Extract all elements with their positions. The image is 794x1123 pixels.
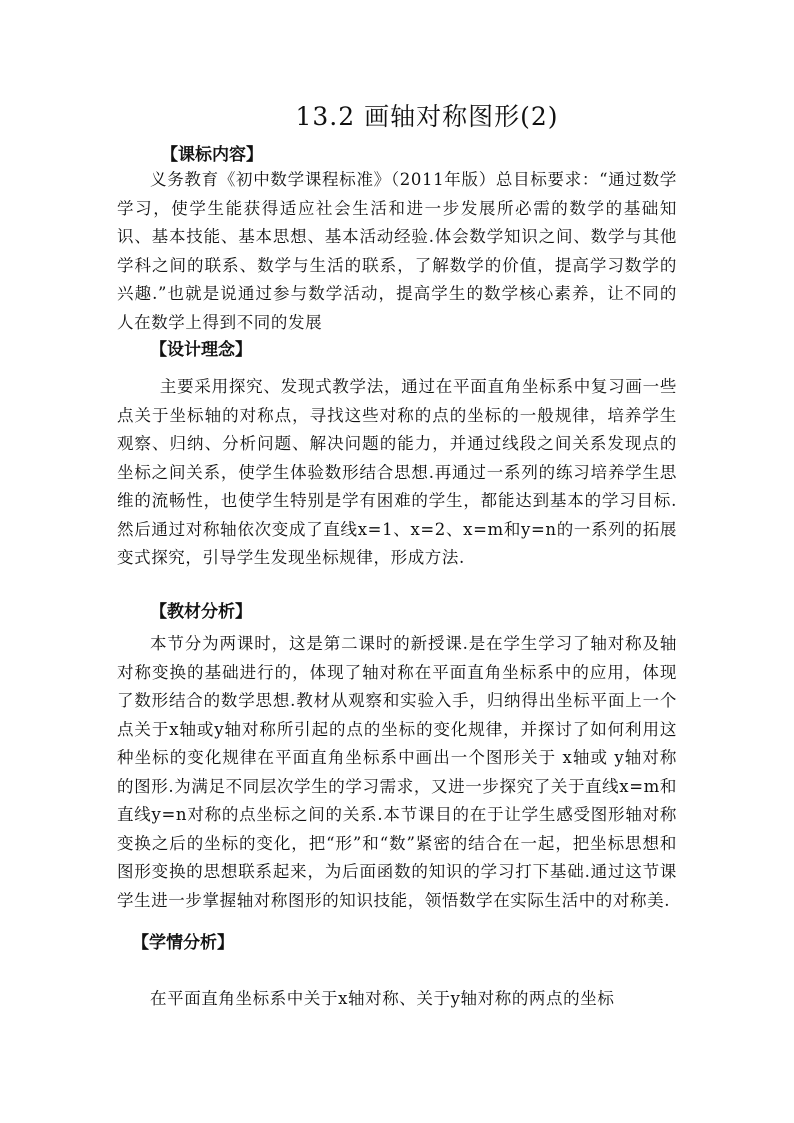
section-paragraph-textbook-analysis: 本节分为两课时，这是第二课时的新授课.是在学生学习了轴对称及轴对称变换的基础进行的，体现了轴对称在平面直角坐标系中的应用，体现了数形结合的数学思想.教材从观察和实验入手，归纳得出坐标平面上一个点关于x轴或y轴对称所引起的点的坐标的变化规律，并探讨了如何利用这种坐标的变化规律在平面直角坐标系中画出一个图形关于 x轴或 y轴对称的图形.为满足不同层次学生的学习需求，又进一步探究了关于直线x=m和直线y=n对称的点坐标之间的关系.本节课目的在于让学生感受图形轴对称变换之后的坐标的变化，把“形”和“数”紧密的结合在一起，把坐标思想和图形变换的思想联系起来，为后面函数的知识的学习打下基础.通过这节课学生进一步掌握轴对称图形的知识技能，领悟数学在实际生活中的对称美. bbox=[117, 634, 677, 910]
section-paragraph-design-concept: 主要采用探究、发现式教学法，通过在平面直角坐标系中复习画一些点关于坐标轴的对称点，寻找这些对称的点的坐标的一般规律，培养学生观察、归纳、分析问题、解决问题的能力，并通过线段之间关系发现点的坐标之间关系，使学生体验数形结合思想.再通过一系列的练习培养学生思维的流畅性，也使学生特别是学有困难的学生，都能达到基本的学习目标.然后通过对称轴依次变成了直线x=1、x=2、x=m和y=n的一系列的拓展变式探究，引导学生发现坐标规律，形成方法. bbox=[117, 377, 677, 567]
section-heading-learner-analysis: 【学情分析】 bbox=[132, 933, 234, 953]
section-heading-design-concept: 【设计理念】 bbox=[150, 340, 252, 360]
section-heading-curriculum: 【课标内容】 bbox=[161, 145, 263, 165]
section-paragraph-curriculum: 义务教育《初中数学课程标准》（2011年版）总目标要求：“通过数学学习，使学生能获得适应社会生活和进一步发展所必需的数学的基础知识、基本技能、基本思想、基本活动经验.体会数学知识之间、数学与其他学科之间的联系、数学与生活的联系，了解数学的价值，提高学习数学的兴趣.”也就是说通过参与数学活动，提高学生的数学核心素养，让不同的人在数学上得到不同的发展 bbox=[117, 170, 677, 332]
section-paragraph-learner-analysis: 在平面直角坐标系中关于x轴对称、关于y轴对称的两点的坐标 bbox=[150, 989, 615, 1008]
section-heading-textbook-analysis: 【教材分析】 bbox=[150, 602, 252, 622]
document-title: 13.2 画轴对称图形(2) bbox=[295, 102, 559, 131]
